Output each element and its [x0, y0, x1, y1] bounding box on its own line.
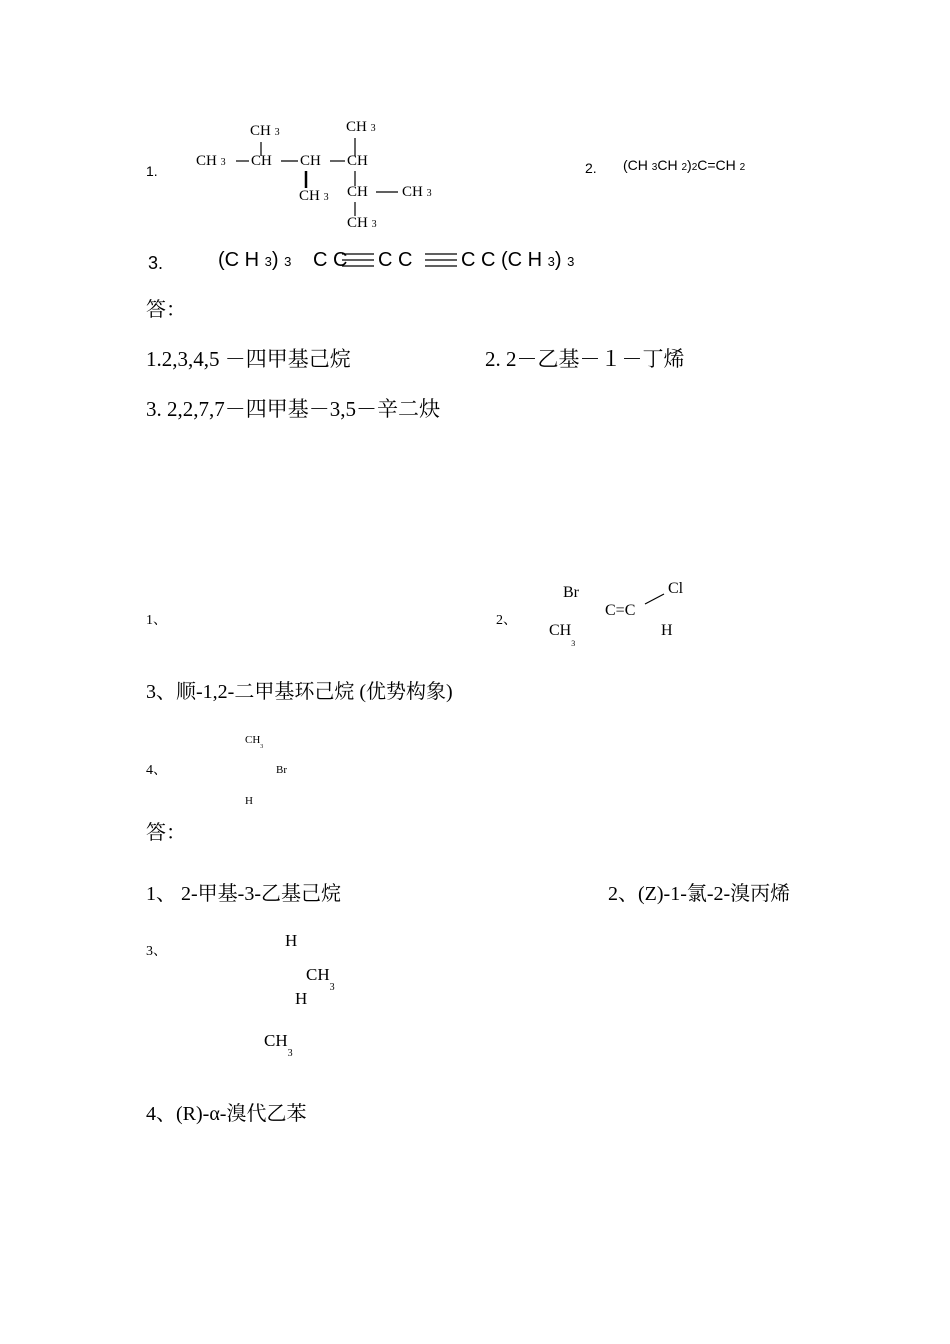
formula-part: C C: [378, 249, 413, 271]
question-3-label: 3.: [148, 253, 164, 273]
question-1-label: 1.: [146, 163, 158, 179]
atom-label: CH 3: [402, 184, 432, 200]
question-2-label: 2.: [585, 160, 597, 176]
atom-label: CH: [347, 153, 368, 169]
question-4-label: 4、: [146, 763, 167, 778]
answer-4: 4、(R)-α-溴代乙苯: [146, 1103, 307, 1125]
atom-label: CH 3: [250, 123, 280, 139]
question-1-label: 1、: [146, 613, 167, 628]
atom-label: H: [245, 795, 253, 807]
atom-label: CH 3: [299, 188, 329, 204]
answer-label: 答：: [146, 822, 186, 844]
atom-label: Br: [276, 764, 287, 776]
formula-part: (C H 3) 3: [218, 249, 292, 271]
atom-label: $CH_3$: [245, 734, 264, 750]
atom-label: CH 3: [347, 215, 377, 231]
answer-1: 1.2,3,4,5 －四甲基己烷: [146, 347, 351, 371]
formula-part: C C (C H 3) 3: [461, 249, 575, 271]
answer-1: 1、 2-甲基-3-乙基己烷: [146, 883, 341, 905]
atom-label: CH 3: [196, 153, 226, 169]
atom-label: Br: [563, 584, 579, 601]
answer-2: 2、(Z)-1-氯-2-溴丙烯: [608, 883, 791, 905]
atom-label: CH: [251, 153, 272, 169]
atom-label: CH: [300, 153, 321, 169]
atom-label: C=C: [605, 602, 636, 619]
atom-label: $CH_3$: [306, 965, 335, 993]
formula-part: C C: [313, 249, 348, 271]
atom-label: Cl: [668, 580, 684, 597]
formula-2: (CH 3CH 2)2C=CH 2: [623, 157, 746, 173]
atom-label: CH: [347, 184, 368, 200]
atom-label: $CH_3$: [264, 1031, 293, 1059]
atom-label: H: [295, 989, 308, 1008]
atom-label: H: [285, 931, 298, 950]
answer-3: 3. 2,2,7,7－四甲基－3,5－辛二炔: [146, 397, 440, 421]
question-3-text: 3、顺-1,2-二甲基环己烷 (优势构象): [146, 681, 453, 703]
atom-label: CH 3: [346, 119, 376, 135]
answer-2: 2. 2－乙基－１－丁烯: [485, 347, 685, 371]
bond-line: [645, 594, 664, 604]
answer-3-label: 3、: [146, 944, 167, 959]
answer-label: 答：: [146, 299, 186, 321]
question-2-label: 2、: [496, 613, 517, 628]
atom-label: H: [661, 622, 673, 639]
atom-label: $CH_3$: [549, 622, 576, 648]
